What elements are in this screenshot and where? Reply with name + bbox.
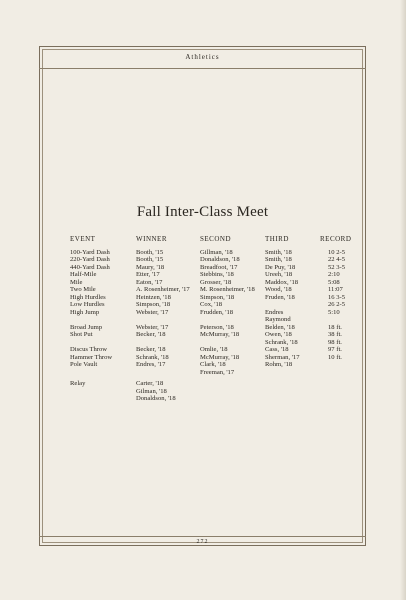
- table-row: [70, 380, 370, 388]
- record-cell: [320, 316, 370, 324]
- table-row: [70, 339, 370, 347]
- event-cell: [70, 316, 136, 324]
- record-cell: 98 ft.: [328, 338, 342, 346]
- record-cell: 10 ft.: [328, 353, 342, 361]
- record-cell: 16 3-5: [328, 293, 346, 301]
- table-row: [70, 388, 370, 396]
- event-cell: High Hurdles: [70, 293, 106, 301]
- winner-cell: Webster, '17: [136, 323, 169, 331]
- record-cell: 5:08: [328, 278, 340, 286]
- second-cell: Stebbins, '18: [200, 271, 234, 278]
- record-cell: [320, 388, 370, 396]
- header-second: SECOND: [200, 235, 232, 243]
- third-cell: Schrank, '18: [265, 338, 298, 346]
- event-cell: Half-Mile: [70, 271, 97, 278]
- record-cell: 10 2-5: [328, 248, 346, 256]
- winner-cell: Booth, '15: [136, 248, 164, 256]
- winner-cell: Heintzen, '18: [136, 293, 171, 301]
- record-cell: 26 2-5: [328, 301, 346, 308]
- record-cell: [320, 395, 370, 403]
- second-cell: Cox, '18: [200, 301, 223, 308]
- record-cell: [320, 380, 370, 388]
- table-row: [70, 279, 370, 287]
- event-cell: [70, 388, 136, 396]
- event-cell: Relay: [70, 380, 86, 387]
- third-cell: Rohm, '18: [265, 361, 293, 368]
- table-row: [70, 395, 370, 403]
- event-cell: 440-Yard Dash: [70, 263, 110, 271]
- event-cell: Two Mile: [70, 286, 96, 293]
- third-cell: Smith, '18: [265, 248, 292, 256]
- second-cell: Peterson, '18: [200, 323, 234, 331]
- winner-cell: A. Rosenheimer, '17: [136, 286, 190, 293]
- record-cell: 2:10: [328, 271, 340, 278]
- third-cell: Maddox, '18: [265, 278, 299, 286]
- second-cell: Grosser, '18: [200, 278, 232, 286]
- footer-rule: [39, 536, 366, 537]
- winner-cell: Booth, '15: [136, 256, 164, 263]
- third-cell: Raymond: [265, 316, 291, 323]
- third-cell: Wood, '18: [265, 286, 292, 293]
- winner-cell: Maury, '18: [136, 263, 165, 271]
- winner-cell: Eaton, '17: [136, 278, 163, 286]
- event-cell: Hammer Throw: [70, 353, 113, 361]
- second-cell: Gillman, '18: [200, 248, 233, 256]
- winner-cell: Schrank, '18: [136, 353, 169, 361]
- winner-cell: [136, 369, 200, 377]
- record-cell: 52 3-5: [328, 263, 346, 271]
- third-cell: [265, 395, 320, 403]
- event-cell: 100-Yard Dash: [70, 248, 110, 256]
- third-cell: [265, 380, 320, 388]
- table-row: [70, 309, 370, 317]
- header-event: EVENT: [70, 235, 96, 243]
- record-cell: [320, 369, 370, 377]
- event-cell: High Jump: [70, 308, 100, 316]
- event-cell: Low Hurdles: [70, 301, 105, 308]
- table-row: [70, 331, 370, 339]
- table-row: [70, 271, 370, 279]
- winner-cell: Becker, '18: [136, 331, 166, 338]
- second-cell: [200, 380, 265, 388]
- winner-cell: Becker, '18: [136, 346, 166, 353]
- third-cell: [265, 369, 320, 377]
- header-third: THIRD: [265, 235, 289, 243]
- second-cell: [200, 395, 265, 403]
- second-cell: M. Rosenheimer, '18: [200, 286, 255, 293]
- second-cell: Donaldson, '18: [200, 256, 240, 263]
- winner-cell: Carter, '18: [136, 380, 164, 387]
- record-cell: 11:07: [328, 286, 343, 293]
- record-cell: 18 ft.: [328, 323, 342, 331]
- winner-cell: [136, 316, 200, 324]
- third-cell: Owen, '18: [265, 331, 292, 338]
- record-cell: 97 ft.: [328, 346, 342, 353]
- table-row: [70, 361, 370, 369]
- table-row: [70, 354, 370, 362]
- second-cell: Simpson, '18: [200, 293, 235, 301]
- header-rule: [39, 68, 366, 69]
- winner-cell: Etter, '17: [136, 271, 160, 278]
- table-header-row: [70, 236, 370, 249]
- running-head: Athletics: [185, 53, 220, 61]
- winner-cell: Webster, '17: [136, 308, 169, 316]
- third-cell: Smith, '18: [265, 256, 292, 263]
- table-row: [70, 301, 370, 309]
- results-table: [70, 236, 370, 403]
- table-row: [70, 346, 370, 354]
- winner-cell: Donaldson, '18: [136, 395, 176, 402]
- second-cell: Breadfoot, '17: [200, 263, 238, 271]
- record-cell: [320, 361, 370, 369]
- header-winner: WINNER: [136, 235, 167, 243]
- event-cell: Mile: [70, 278, 83, 286]
- second-cell: Frudden, '18: [200, 308, 234, 316]
- third-cell: [265, 301, 320, 309]
- event-cell: Pole Vault: [70, 361, 98, 368]
- table-row: [70, 369, 370, 377]
- record-cell: 22 4-5: [328, 256, 346, 263]
- table-row: [70, 249, 370, 257]
- third-cell: De Puy, '18: [265, 263, 296, 271]
- third-cell: Ureeh, '18: [265, 271, 293, 278]
- second-cell: [200, 316, 265, 324]
- event-cell: Discus Throw: [70, 346, 108, 353]
- third-cell: Cass, '18: [265, 346, 289, 353]
- event-cell: [70, 395, 136, 403]
- event-cell: Broad Jump: [70, 323, 103, 331]
- second-cell: Clark, '18: [200, 361, 226, 368]
- record-cell: 38 ft.: [328, 331, 342, 338]
- third-cell: Fruden, '18: [265, 293, 295, 301]
- winner-cell: Gilman, '18: [136, 387, 167, 395]
- table-row: [70, 294, 370, 302]
- second-cell: McMurray, '18: [200, 353, 240, 361]
- event-cell: 220-Yard Dash: [70, 256, 110, 263]
- table-row: [70, 286, 370, 294]
- table-row: [70, 316, 370, 324]
- third-cell: Belden, '18: [265, 323, 295, 331]
- page-title: Fall Inter-Class Meet: [136, 204, 269, 220]
- winner-cell: Simpson, '18: [136, 301, 171, 308]
- third-cell: Sherman, '17: [265, 353, 300, 361]
- header-record: RECORD: [320, 235, 352, 243]
- event-cell: [70, 339, 136, 347]
- event-cell: Shot Put: [70, 331, 93, 338]
- third-cell: [265, 388, 320, 396]
- second-cell: Omlie, '18: [200, 346, 228, 353]
- table-row: [70, 324, 370, 332]
- winner-cell: [136, 339, 200, 347]
- table-row: [70, 264, 370, 272]
- event-cell: [70, 369, 136, 377]
- page-edge-shadow: [400, 0, 406, 600]
- second-cell: McMurray, '18: [200, 331, 240, 338]
- second-cell: [200, 388, 265, 396]
- table-row: [70, 256, 370, 264]
- winner-cell: Endres, '17: [136, 361, 166, 368]
- third-cell: Endres: [265, 308, 284, 316]
- second-cell: [200, 339, 265, 347]
- page-number: 272: [196, 539, 209, 545]
- second-cell: Freeman, '17: [200, 368, 235, 376]
- record-cell: 5:10: [328, 308, 340, 316]
